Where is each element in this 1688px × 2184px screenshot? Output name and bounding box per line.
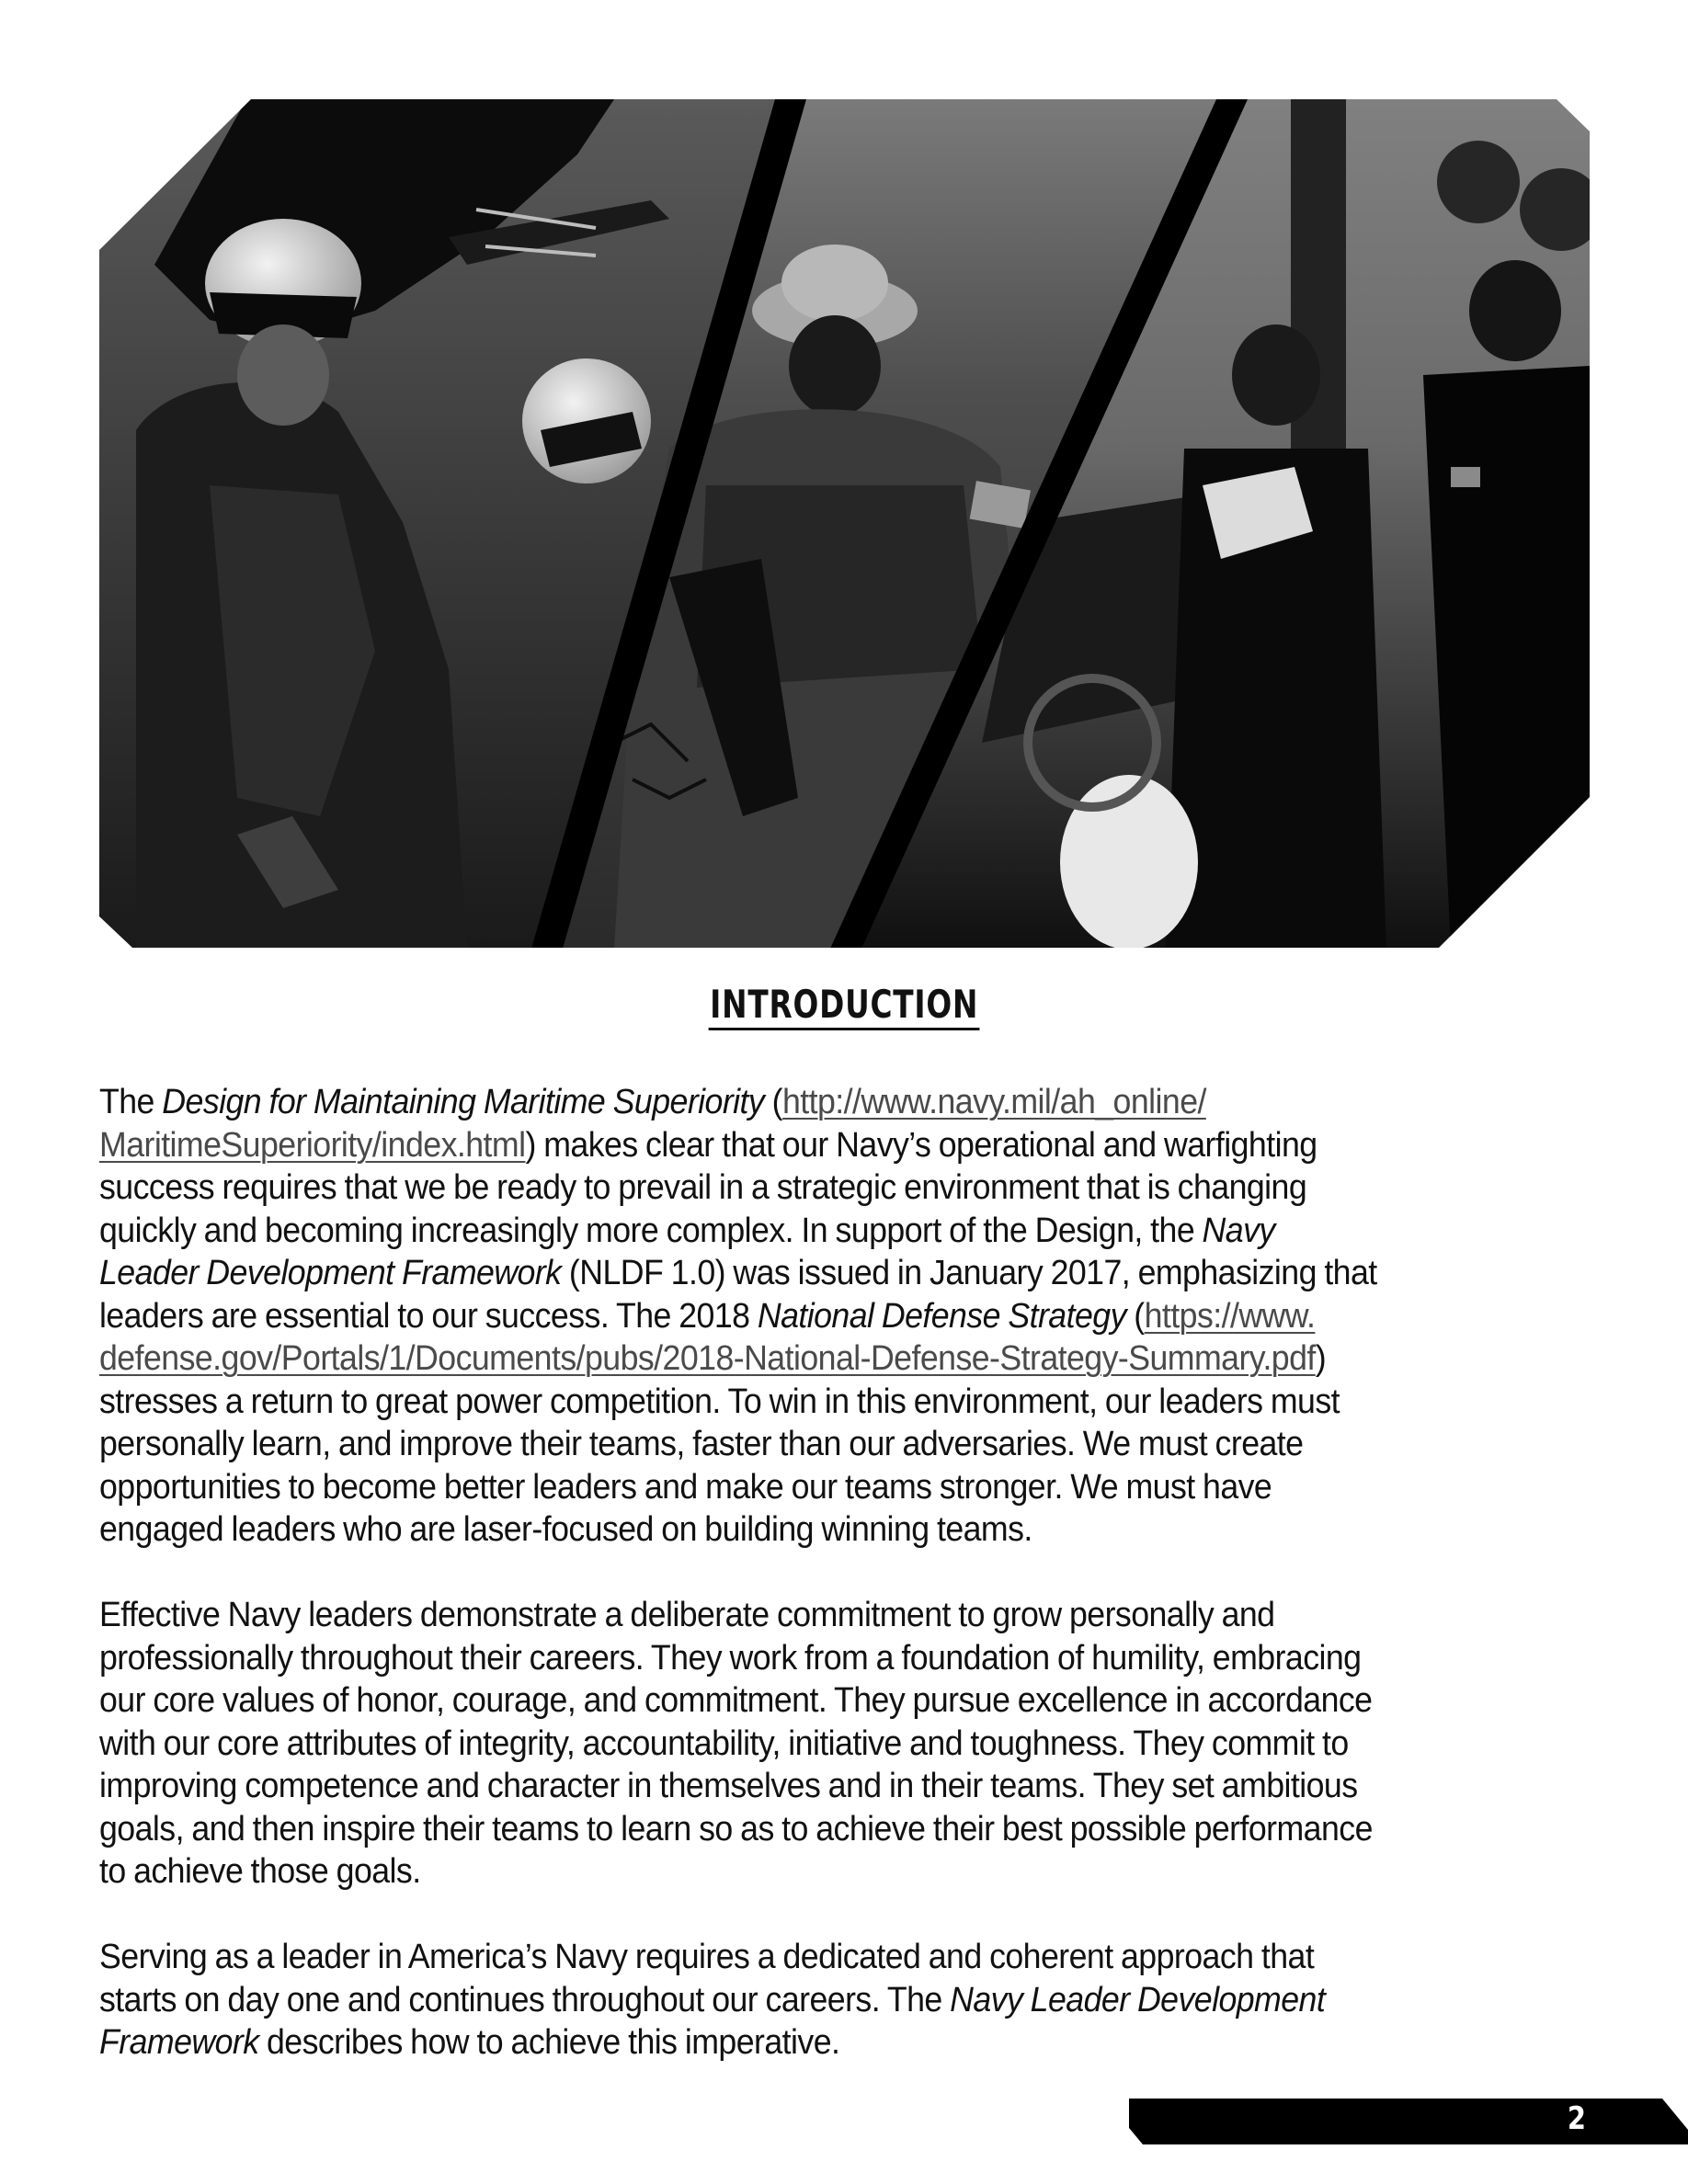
text-line: [99, 1850, 1603, 1894]
text-run: (: [764, 1083, 782, 1121]
text-run: ): [1315, 1339, 1327, 1378]
text-run: goals, and then inspire their teams to learn so as to achieve their best possible performance: [99, 1809, 1373, 1848]
text-line: [99, 1166, 1603, 1210]
italic-title-text: Framework: [99, 2023, 259, 2062]
text-line: [99, 1466, 1603, 1509]
page-number-bar-shape: [1129, 2099, 1688, 2144]
text-run: engaged leaders who are laser-focused on building winning teams.: [99, 1510, 1032, 1549]
text-run: success requires that we be ready to prevail in a strategic environment that is changing: [99, 1168, 1307, 1207]
text-run: quickly and becoming increasingly more complex. In support of the Design, the: [99, 1211, 1203, 1250]
hyperlink[interactable]: defense.gov/Portals/1/Documents/pubs/2018-National-Defense-Strategy-Summary.pdf: [99, 1339, 1316, 1378]
text-run: Effective Navy leaders demonstrate a deliberate commitment to grow personally and: [99, 1596, 1275, 1634]
text-run: to achieve those goals.: [99, 1852, 421, 1891]
text-line: [99, 1679, 1603, 1723]
italic-title-text: Navy Leader Development: [950, 1980, 1326, 2019]
hero-photo-collage: [99, 99, 1591, 949]
text-line: [99, 1124, 1603, 1167]
text-run: Serving as a leader in America’s Navy requires a dedicated and coherent approach that: [99, 1938, 1315, 1976]
text-run: stresses a return to great power competition. To win in this environment, our leaders must: [99, 1382, 1340, 1421]
text-run: describes how to achieve this imperative.: [258, 2023, 840, 2062]
text-line: [99, 1252, 1603, 1295]
text-run: our core values of honor, courage, and commitment. They pursue excellence in accordance: [99, 1681, 1373, 1720]
italic-title-text: Design for Maintaining Maritime Superiority: [162, 1083, 765, 1121]
text-line: [99, 1808, 1603, 1851]
hero-photo-svg: [99, 99, 1591, 949]
hyperlink[interactable]: http://www.navy.mil/ah_online/: [781, 1083, 1206, 1121]
text-line: [99, 1423, 1603, 1466]
text-run: The: [99, 1083, 163, 1121]
text-run: leaders are essential to our success. The 2018: [99, 1296, 758, 1336]
text-line: [99, 1765, 1603, 1808]
hyperlink[interactable]: MaritimeSuperiority/index.html: [99, 1125, 526, 1165]
italic-title-text: Navy: [1202, 1211, 1275, 1250]
text-line: [99, 1936, 1603, 1979]
text-line: [99, 1295, 1603, 1338]
text-run: improving competence and character in themselves and in their teams. They set ambitious: [99, 1767, 1358, 1805]
italic-title-text: National Defense Strategy: [757, 1296, 1126, 1336]
text-line: [99, 1081, 1603, 1124]
text-run: opportunities to become better leaders and make our teams stronger. We must have: [99, 1467, 1272, 1507]
text-run: (: [1125, 1296, 1145, 1336]
hyperlink[interactable]: https://www.: [1144, 1296, 1316, 1336]
italic-title-text: Leader Development Framework: [99, 1254, 562, 1292]
text-line: [99, 1637, 1603, 1680]
text-line: [99, 1337, 1603, 1381]
text-line: [99, 1723, 1603, 1766]
text-line: [99, 1594, 1603, 1637]
paragraph-3: [99, 1936, 1603, 2065]
page-number-bar: [1129, 2099, 1688, 2144]
text-run: starts on day one and continues throughout our careers. The: [99, 1980, 951, 2019]
section-title: [0, 982, 1688, 1030]
text-run: with our core attributes of integrity, accountability, initiative and toughness. They commit to: [99, 1723, 1349, 1763]
page-number: 2: [1567, 2100, 1587, 2137]
text-line: [99, 1210, 1603, 1253]
text-run: personally learn, and improve their teams, faster than our adversaries. We must create: [99, 1425, 1304, 1463]
text-run: professionally throughout their careers. They work from a foundation of humility, embracing: [99, 1638, 1362, 1678]
text-line: [99, 1979, 1603, 2022]
text-run: ) makes clear that our Navy’s operational and warfighting: [525, 1125, 1317, 1165]
text-line: [99, 2021, 1603, 2065]
text-line: [99, 1381, 1603, 1424]
section-title-text: INTRODUCTION: [708, 982, 979, 1030]
body-text: [99, 1081, 1603, 2107]
paragraph-1: [99, 1081, 1603, 1552]
text-run: (NLDF 1.0) was issued in January 2017, emphasizing that: [561, 1254, 1377, 1292]
paragraph-2: [99, 1594, 1603, 1894]
text-line: [99, 1508, 1603, 1552]
